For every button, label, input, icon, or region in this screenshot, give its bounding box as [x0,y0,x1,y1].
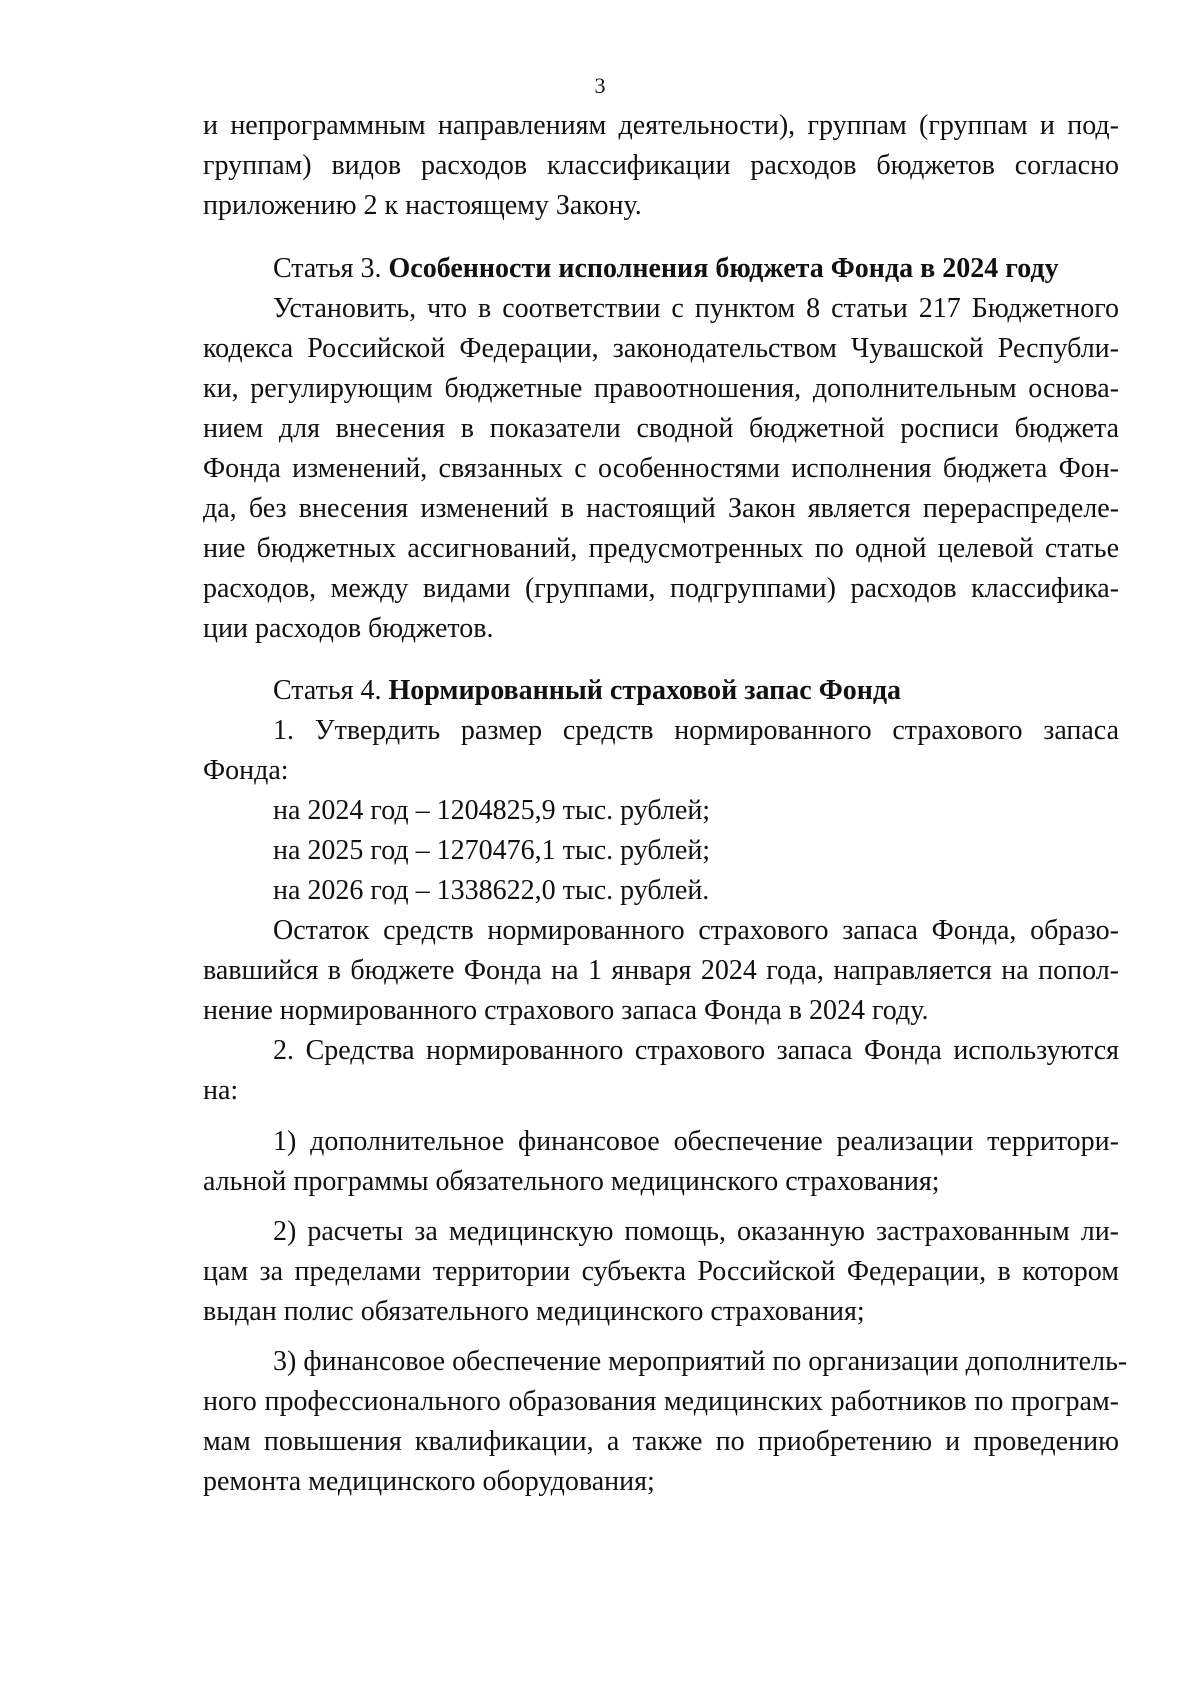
item-3-line-4: ремонта медицинского оборудования; [203,1466,655,1497]
item-2-line-1: 2) расчеты за медицинскую помощь, оказанную застрахованным ли- [273,1216,1119,1247]
article-3-title: Особенности исполнения бюджета Фонда в 2024 году [388,253,1059,284]
item-3-line-3: мам повышения квалификации, а также по приобретению и проведению [203,1426,1119,1457]
article-4-heading [273,671,1119,711]
item-2-line-2: цам за пределами территории субъекта Российской Федерации, в котором [203,1256,1119,1287]
amount-2026: на 2026 год – 1338622,0 тыс. рублей. [273,875,710,906]
article-3-line-5: Фонда изменений, связанных с особенностями исполнения бюджета Фон- [203,453,1119,484]
item-1-line-2: альной программы обязательного медицинского страхования; [203,1166,940,1197]
article-4-p2-line-2: на: [203,1075,239,1106]
remainder-line-1: Остаток средств нормированного страхового запаса Фонда, образо- [273,915,1119,946]
article-4-p1-line-1: 1. Утвердить размер средств нормированного страхового запаса [273,715,1119,746]
page-number: 3 [594,73,606,98]
article-3-line-7: ние бюджетных ассигнований, предусмотренных по одной целевой статье [203,533,1119,564]
item-3-line-1: 3) финансовое обеспечение мероприятий по организации дополнитель- [273,1346,1128,1377]
article-3-line-8: расходов, между видами (группами, подгруппами) расходов классифика- [203,573,1119,604]
remainder-line-3: нение нормированного страхового запаса Фонда в 2024 году. [203,995,929,1026]
article-3-line-3: ки, регулирующим бюджетные правоотношения, дополнительным основа- [203,373,1119,404]
article-4-prefix: Статья 4. [273,675,389,706]
article-4-p2-line-1: 2. Средства нормированного страхового запаса Фонда используются [273,1035,1119,1066]
article-4-p1-line-2: Фонда: [203,755,289,786]
article-3-line-9: ции расходов бюджетов. [203,613,494,644]
intro-line-1: и непрограммным направлениям деятельности), группам (группам и под- [203,110,1119,141]
article-3-line-2: кодекса Российской Федерации, законодательством Чувашской Республи- [203,333,1119,364]
article-4-title: Нормированный страховой запас Фонда [388,675,902,706]
item-1-line-1: 1) дополнительное финансовое обеспечение реализации территори- [273,1126,1119,1157]
amount-2025: на 2025 год – 1270476,1 тыс. рублей; [273,835,711,866]
remainder-line-2: вавшийся в бюджете Фонда на 1 января 2024 года, направляется на попол- [203,955,1119,986]
intro-line-3: приложению 2 к настоящему Закону. [203,190,642,221]
article-3-line-6: да, без внесения изменений в настоящий Закон является перераспределе- [203,493,1119,524]
article-3-heading [273,249,1119,289]
item-2-line-3: выдан полис обязательного медицинского страхования; [203,1296,865,1327]
article-3-prefix: Статья 3. [273,253,389,284]
amount-2024: на 2024 год – 1204825,9 тыс. рублей; [273,795,711,826]
intro-line-2: группам) видов расходов классификации расходов бюджетов согласно [203,150,1119,181]
article-3-line-4: нием для внесения в показатели сводной бюджетной росписи бюджета [203,413,1119,444]
item-3-line-2: ного профессионального образования медицинских работников по програм- [203,1386,1119,1417]
article-3-line-1: Установить, что в соответствии с пунктом 8 статьи 217 Бюджетного [273,293,1119,324]
